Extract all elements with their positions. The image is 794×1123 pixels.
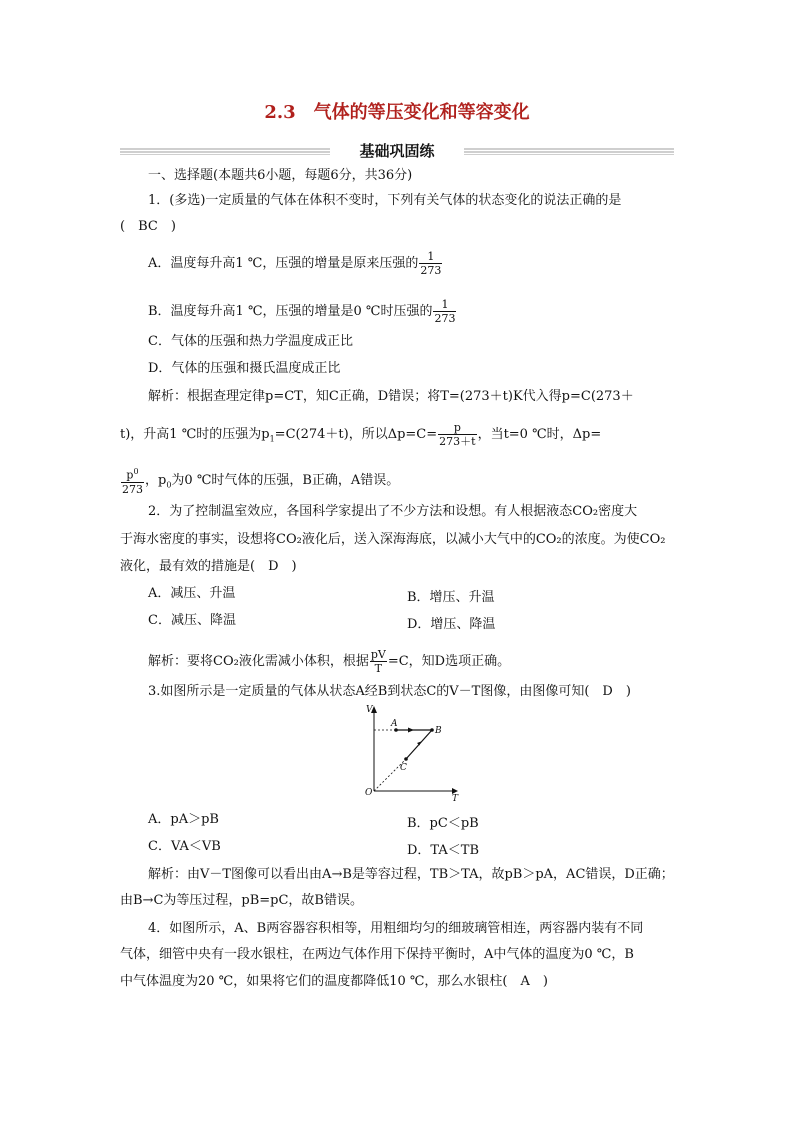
- q1-option-d: D．气体的压强和摄氏温度成正比: [148, 361, 341, 376]
- q3-explanation-line1: 解析：由V－T图像可以看出由A→B是等容过程，TB＞TA，故pB＞pA，AC错误，D正确；: [148, 867, 674, 882]
- q1-expl-part-b: =C(274＋t)，所以Δp=C=: [274, 427, 438, 442]
- fraction-numerator: p: [438, 421, 476, 435]
- q2-option-b: B．增压、升温: [407, 590, 495, 605]
- q2-line2: 于海水密度的事实，设想将CO₂液化后，送入深海海底，以减小大气中的CO₂的浓度。为使CO₂: [120, 532, 666, 547]
- fraction-numerator: 1: [419, 250, 442, 264]
- q1-answer: ( BC ): [120, 219, 176, 234]
- q1-option-c: C．气体的压强和热力学温度成正比: [148, 334, 353, 349]
- fraction-denominator: 273: [420, 264, 442, 277]
- q1-option-a-text: A．温度每升高1 ℃，压强的增量是原来压强的: [148, 256, 419, 271]
- q2-option-c: C．减压、降温: [148, 613, 236, 628]
- q1-expl-part-e: 为0 ℃时气体的压强，B正确，A错误。: [171, 472, 400, 488]
- q4-line2: 气体，细管中央有一段水银柱，在两边气体作用下保持平衡时，A中气体的温度为0 ℃，B: [120, 947, 634, 962]
- q4-line3: 中气体温度为20 ℃，如果将它们的温度都降低10 ℃，那么水银柱( A ): [120, 974, 548, 989]
- q2-expl-fraction: [370, 648, 387, 675]
- fraction-numerator: [121, 465, 144, 483]
- point-b: [430, 728, 434, 732]
- q1-expl-fraction: [438, 421, 476, 448]
- q3-option-c: C．VA＜VB: [148, 839, 221, 854]
- subscript: 1: [269, 434, 275, 444]
- fraction-denominator: 273: [434, 312, 456, 325]
- label-a: A: [391, 719, 398, 729]
- vt-diagram: [360, 703, 460, 804]
- q1-expl-part-a: t)，升高1 ℃时的压强为p: [120, 427, 270, 442]
- q2-explanation: [148, 648, 708, 675]
- label-v: V: [366, 705, 373, 715]
- fraction-numerator: pV: [370, 648, 386, 661]
- q2-expl-part-b: =C，知D选项正确。: [387, 654, 511, 669]
- section-title: 基础巩固练: [359, 142, 435, 160]
- q1-option-b: [148, 298, 708, 325]
- q1-option-b-text: B．温度每升高1 ℃，压强的增量是0 ℃时压强的: [148, 304, 433, 319]
- label-t: T: [452, 794, 459, 804]
- label-b: B: [435, 726, 442, 736]
- q2-option-a: A．减压、升温: [148, 586, 236, 601]
- part-heading: 一、选择题(本题共6小题，每题6分，共36分): [148, 168, 413, 183]
- p-symbol: p: [126, 468, 134, 482]
- subscript: 0: [166, 480, 172, 490]
- q1-option-a-fraction: [419, 250, 442, 277]
- q3-option-a: A．pA＞pB: [148, 812, 219, 827]
- arrow-a-to-b: [408, 728, 414, 733]
- q1-option-b-fraction: [433, 298, 456, 325]
- q1-expl-fraction-2: [121, 465, 144, 496]
- q2-expl-part-a: 解析：要将CO₂液化需减小体积，根据: [148, 654, 369, 669]
- superscript: 0: [133, 467, 139, 476]
- label-o: O: [365, 788, 373, 798]
- point-c: [404, 757, 408, 761]
- q1-explanation-line1: 解析：根据查理定律p=CT，知C正确，D错误；将T=(273＋t)K代入得p=C(273＋: [148, 389, 634, 404]
- q2-line1: 2．为了控制温室效应，各国科学家提出了不少方法和设想。有人根据液态CO₂密度大: [148, 504, 638, 519]
- q1-explanation-line3: [120, 465, 680, 496]
- q1-option-a: [148, 250, 708, 277]
- section-header: [120, 140, 674, 162]
- fraction-denominator: 273＋t: [439, 435, 476, 448]
- label-c: C: [400, 763, 407, 773]
- q3-stem: 3.如图所示是一定质量的气体从状态A经B到状态C的V－T图像，由图像可知( D ): [148, 684, 631, 699]
- q3-option-d: D．TA＜TB: [407, 843, 479, 858]
- q1-explanation-line2: [120, 421, 680, 448]
- q3-explanation-line2: 由B→C为等压过程，pB=pC，故B错误。: [120, 893, 363, 908]
- fraction-denominator: 273: [122, 482, 143, 496]
- fraction-numerator: 1: [433, 298, 456, 312]
- q2-line3: 液化，最有效的措施是( D ): [120, 559, 297, 574]
- q1-stem: 1．(多选)一定质量的气体在体积不变时，下列有关气体的状态变化的说法正确的是: [148, 193, 622, 208]
- q1-expl-part-c: ，当t=0 ℃时，Δp=: [477, 427, 602, 442]
- fraction-denominator: T: [374, 662, 382, 675]
- q2-option-d: D．增压、降温: [407, 617, 496, 632]
- q3-option-b: B．pC＜pB: [407, 816, 479, 831]
- q4-line1: 4．如图所示，A、B两容器容积相等，用粗细均匀的细玻璃管相连，两容器内装有不同: [148, 921, 644, 936]
- page-title: 2.3 气体的等压变化和等容变化: [264, 102, 530, 123]
- q1-expl-part-d: ，p: [145, 472, 167, 488]
